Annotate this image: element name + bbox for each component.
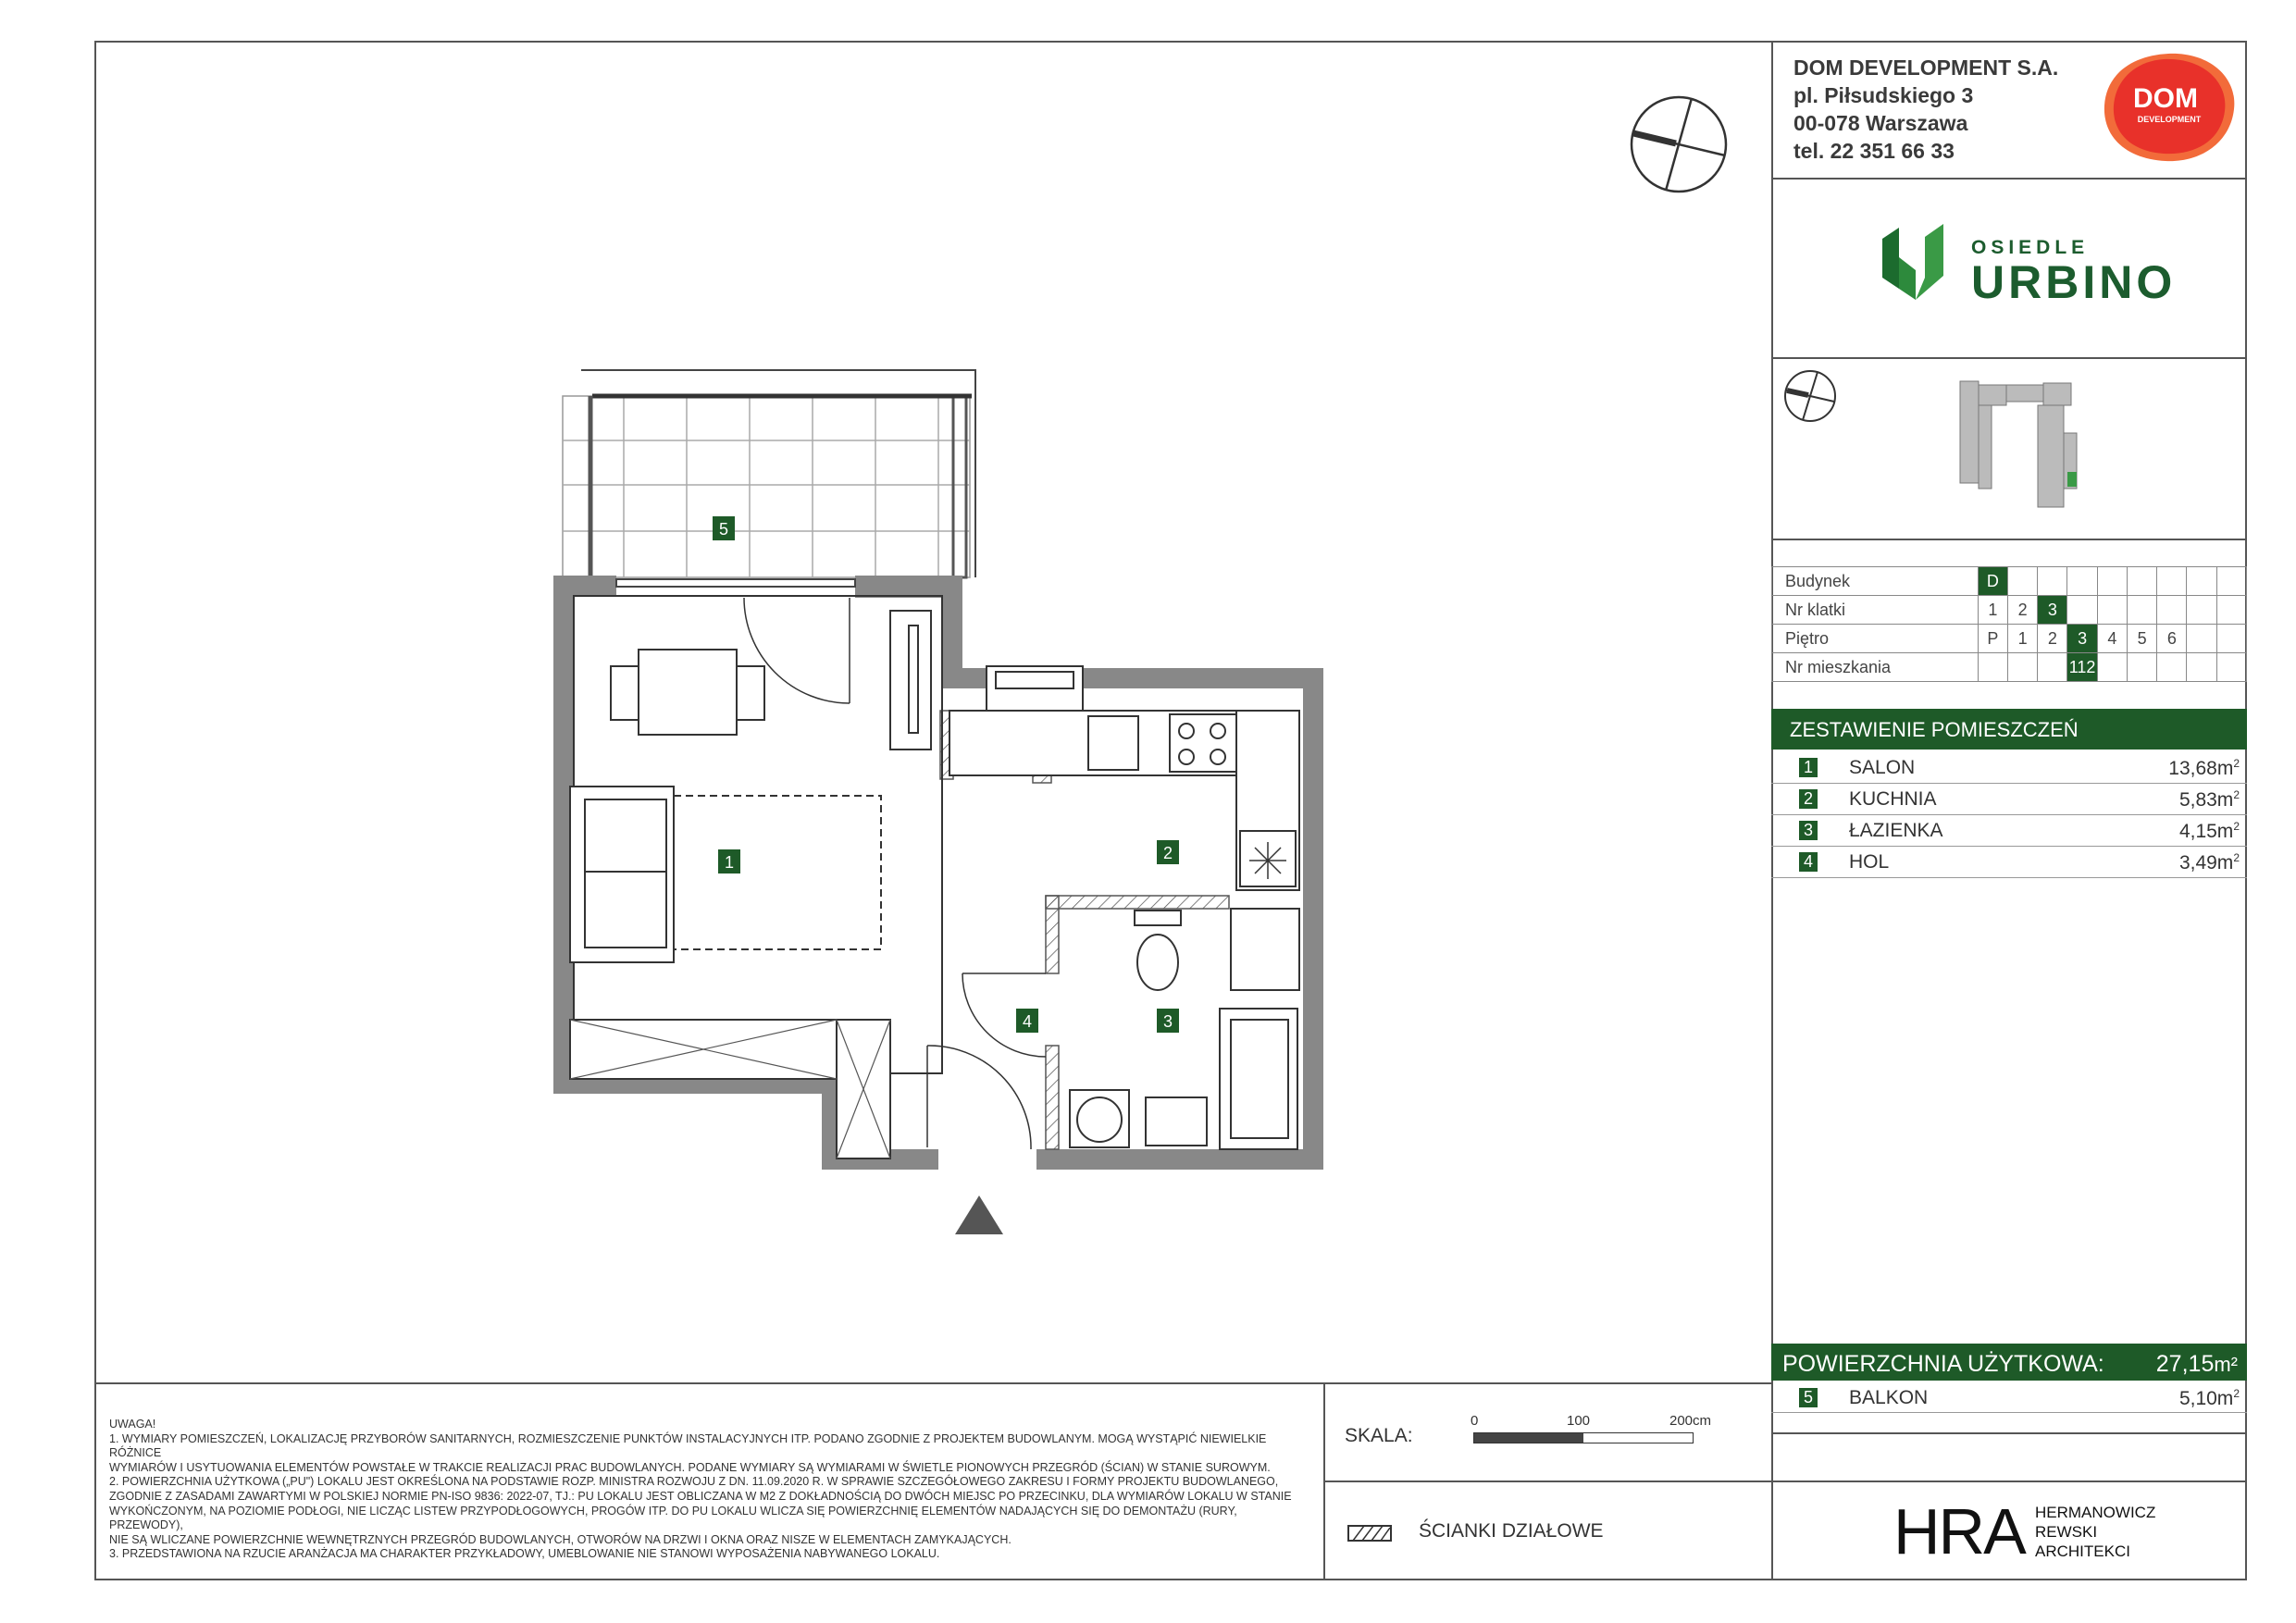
partition-walls [940, 711, 1229, 1149]
room-number: 3 [1799, 821, 1818, 840]
room-name: ŁAZIENKA [1849, 820, 1943, 841]
company-name: DOM DEVELOPMENT S.A. [1793, 56, 2059, 80]
locator-cell: 5 [2127, 625, 2156, 653]
architect-logo [1893, 1495, 2156, 1567]
locator-cell: P [1978, 625, 2007, 653]
locator-row-label: Nr klatki [1772, 596, 1979, 625]
room-number: 2 [1799, 789, 1818, 809]
company-info [1793, 54, 2058, 165]
balcony-name: BALKON [1849, 1387, 1929, 1408]
balcony-row [1771, 1382, 2247, 1413]
note-line: ZGODNIE Z ZASADAMI ZAWARTYMI W POLSKIEJ NORMIE PN-ISO 9836: 2022-07, TJ.: PU LOKALU JEST OBLICZANA W M2 Z DOKŁADNOŚCIĄ DO DWÓCH MIEJSC PO PRZECINKU, DLA WYMIARÓW LOKALU W STANIE [109, 1489, 1292, 1503]
locator-cell [2127, 567, 2156, 596]
label-4: 4 [1022, 1012, 1033, 1031]
site-plan-thumbnail [1949, 378, 2106, 526]
locator-cell: 1 [1978, 596, 2007, 625]
locator-cell [2127, 653, 2156, 682]
divider [1773, 1432, 2247, 1434]
room-name: HOL [1849, 851, 1890, 873]
scale-tick-200: 200cm [1669, 1413, 1712, 1429]
furniture [570, 611, 931, 1158]
project-name: URBINO [1971, 256, 2177, 308]
room-area: $3,49m^2$ [2178, 851, 2240, 873]
compass-small-icon [1781, 368, 1840, 426]
logo-text: DOM [2133, 83, 2198, 114]
entrance-marker-icon [955, 1196, 1003, 1234]
architect-name: HERMANOWICZ REWSKI ARCHITEKCI [2035, 1504, 2156, 1560]
locator-cell [2216, 625, 2246, 653]
note-line: WYKOŃCZONYM, NA POZIOMIE PODŁOGI, NIE LICZĄC LISTEW PRZYPODŁOGOWYCH, PROGÓW ITP. DO PU LOKALU WLICZA SIĘ POWIERZCHNIĘ ELEMENTÓW NADAJĄCYCH SIĘ DO DEMONTAŻU (RURY, PRZEWODY), [109, 1504, 1237, 1532]
note-line: 3. PRZEDSTAWIONA NA RZUCIE ARANŻACJA MA CHARAKTER PRZYKŁADOWY, UMEBLOWANIE NIE STANOWI WYPOSAŻENIA NABYWANEGO LOKALU. [109, 1547, 940, 1561]
company-address-city: 00-078 Warszawa [1793, 111, 1968, 135]
note-line: UWAGA! [109, 1418, 156, 1431]
locator-cell [2187, 596, 2216, 625]
rooms-header [1771, 709, 2247, 750]
project-prefix: OSIEDLE [1971, 237, 2090, 258]
locator-cell [2157, 596, 2187, 625]
urbino-logo-icon [1879, 220, 1953, 309]
unit-locator-table [1771, 566, 2247, 682]
rooms-title: ZESTAWIENIE POMIESZCZEŃ [1790, 718, 2079, 741]
locator-row-label: Piętro [1772, 625, 1979, 653]
divider [1773, 357, 2247, 359]
locator-cell [1978, 653, 2007, 682]
locator-cell: 4 [2097, 625, 2127, 653]
locator-cell [2038, 653, 2067, 682]
scale-bar [1473, 1432, 1694, 1443]
divider [1773, 1481, 2247, 1482]
legend-label: ŚCIANKI DZIAŁOWE [1419, 1520, 1604, 1542]
room-name: KUCHNIA [1849, 788, 1937, 810]
compass-icon [1625, 93, 1732, 196]
locator-cell [2216, 596, 2246, 625]
locator-cell [2187, 567, 2216, 596]
locator-cell: 112 [2067, 653, 2097, 682]
room-row [1771, 846, 2247, 878]
locator-row [1772, 653, 2247, 682]
bottom-divider [94, 1382, 1773, 1384]
room-area: $4,15m^2$ [2178, 820, 2240, 842]
label-1: 1 [724, 853, 735, 872]
locator-cell [2216, 653, 2246, 682]
balcony-area: $5,10m^2$ [2178, 1387, 2240, 1409]
bathroom-fixtures [1070, 909, 1299, 1149]
locator-cell [2067, 596, 2097, 625]
locator-cell [2157, 567, 2187, 596]
room-row [1771, 814, 2247, 847]
project-logo [1971, 213, 2177, 308]
balcony-num: 5 [1799, 1388, 1818, 1407]
locator-cell: 1 [2007, 625, 2037, 653]
locator-cell [2007, 567, 2037, 596]
label-3: 3 [1162, 1012, 1173, 1031]
divider [1773, 178, 2247, 180]
locator-cell [2097, 567, 2127, 596]
balcony-area [563, 370, 975, 577]
locator-cell: 3 [2038, 596, 2067, 625]
logo-subtext: DEVELOPMENT [2137, 115, 2202, 124]
locator-cell [2127, 596, 2156, 625]
usable-area-bar [1771, 1344, 2247, 1381]
usable-area-label: POWIERZCHNIA UŻYTKOWA: [1782, 1351, 2104, 1377]
scale-label: SKALA: [1345, 1425, 1413, 1446]
room-number: 4 [1799, 852, 1818, 872]
locator-cell [2097, 653, 2127, 682]
note-line: WYMIARÓW I USYTUOWANIA ELEMENTÓW POWSTAŁE W TRAKCIE REALIZACJI PRAC BUDOWLANYCH. PODANE WYMIARY SĄ WYMIARAMI W ŚWIETLE PIONOWYCH PRZEGRÓD (ŚCIAN) W STANIE SUROWYM. [109, 1460, 1271, 1474]
locator-row [1772, 596, 2247, 625]
locator-cell [2187, 625, 2216, 653]
company-address-street: pl. Piłsudskiego 3 [1793, 83, 1974, 107]
note-line: 1. WYMIARY POMIESZCZEŃ, LOKALIZACJĘ PRZYBORÓW SANITARNYCH, ROZMIESZCZENIE PUNKTÓW INSTALACYJNYCH ITP. PODANO ZGODNIE Z PROJEKTEM BUDOWLANYM. MOGĄ WYSTĄPIĆ NIEWIELKIE RÓŻNICE [109, 1431, 1267, 1460]
dom-development-logo [2099, 50, 2238, 165]
scale-divider [1323, 1481, 1773, 1482]
locator-cell [2216, 567, 2246, 596]
room-area: $13,68m^2$ [2168, 757, 2240, 779]
locator-cell [2097, 596, 2127, 625]
note-line: NIE SĄ WLICZANE POWIERZCHNIE WEWNĘTRZNYCH PRZEGRÓD BUDOWLANYCH, OTWORÓW NA DRZWI I OKNA ORAZ NISZE W ELEMENTACH ZAMYKAJĄCYCH. [109, 1532, 1011, 1546]
locator-cell: 6 [2157, 625, 2187, 653]
locator-row-label: Nr mieszkania [1772, 653, 1979, 682]
floor-plan [546, 361, 1342, 1249]
kitchen-counter [949, 666, 1299, 890]
room-name: SALON [1849, 757, 1916, 778]
scale-tick-100: 100 [1567, 1413, 1591, 1429]
locator-cell: 3 [2067, 625, 2097, 653]
room-row [1771, 783, 2247, 815]
locator-cell: 2 [2007, 596, 2037, 625]
company-phone: tel. 22 351 66 33 [1793, 139, 1955, 163]
locator-cell [2038, 567, 2067, 596]
locator-cell: D [1978, 567, 2007, 596]
label-5: 5 [718, 520, 729, 539]
locator-row [1772, 625, 2247, 653]
room-number: 1 [1799, 758, 1818, 777]
locator-row-label: Budynek [1772, 567, 1979, 596]
room-row [1771, 751, 2247, 784]
locator-cell [2007, 653, 2037, 682]
scale-tick-0: 0 [1471, 1413, 1479, 1429]
hatch-legend-icon [1347, 1525, 1392, 1542]
divider [1773, 539, 2247, 540]
locator-row [1772, 567, 2247, 596]
label-2: 2 [1162, 844, 1173, 862]
usable-area-value: 27,15m² [2155, 1351, 2238, 1377]
locator-cell: 2 [2038, 625, 2067, 653]
locator-cell [2187, 653, 2216, 682]
locator-cell [2067, 567, 2097, 596]
note-line: 2. POWIERZCHNIA UŻYTKOWA („PU") LOKALU JEST OKREŚLONA NA PODSTAWIE ROZP. MINISTRA ROZWOJU Z DN. 11.09.2020 R. W SPRAWIE SZCZEGÓŁOWEGO ZAKRESU I FORMY PROJEKTU BUDOWLANEGO, [109, 1475, 1279, 1489]
room-area: $5,83m^2$ [2178, 788, 2240, 811]
disclaimer-notes [109, 1418, 1312, 1562]
locator-cell [2157, 653, 2187, 682]
architect-logo-mark: HRA [1893, 1495, 2025, 1567]
